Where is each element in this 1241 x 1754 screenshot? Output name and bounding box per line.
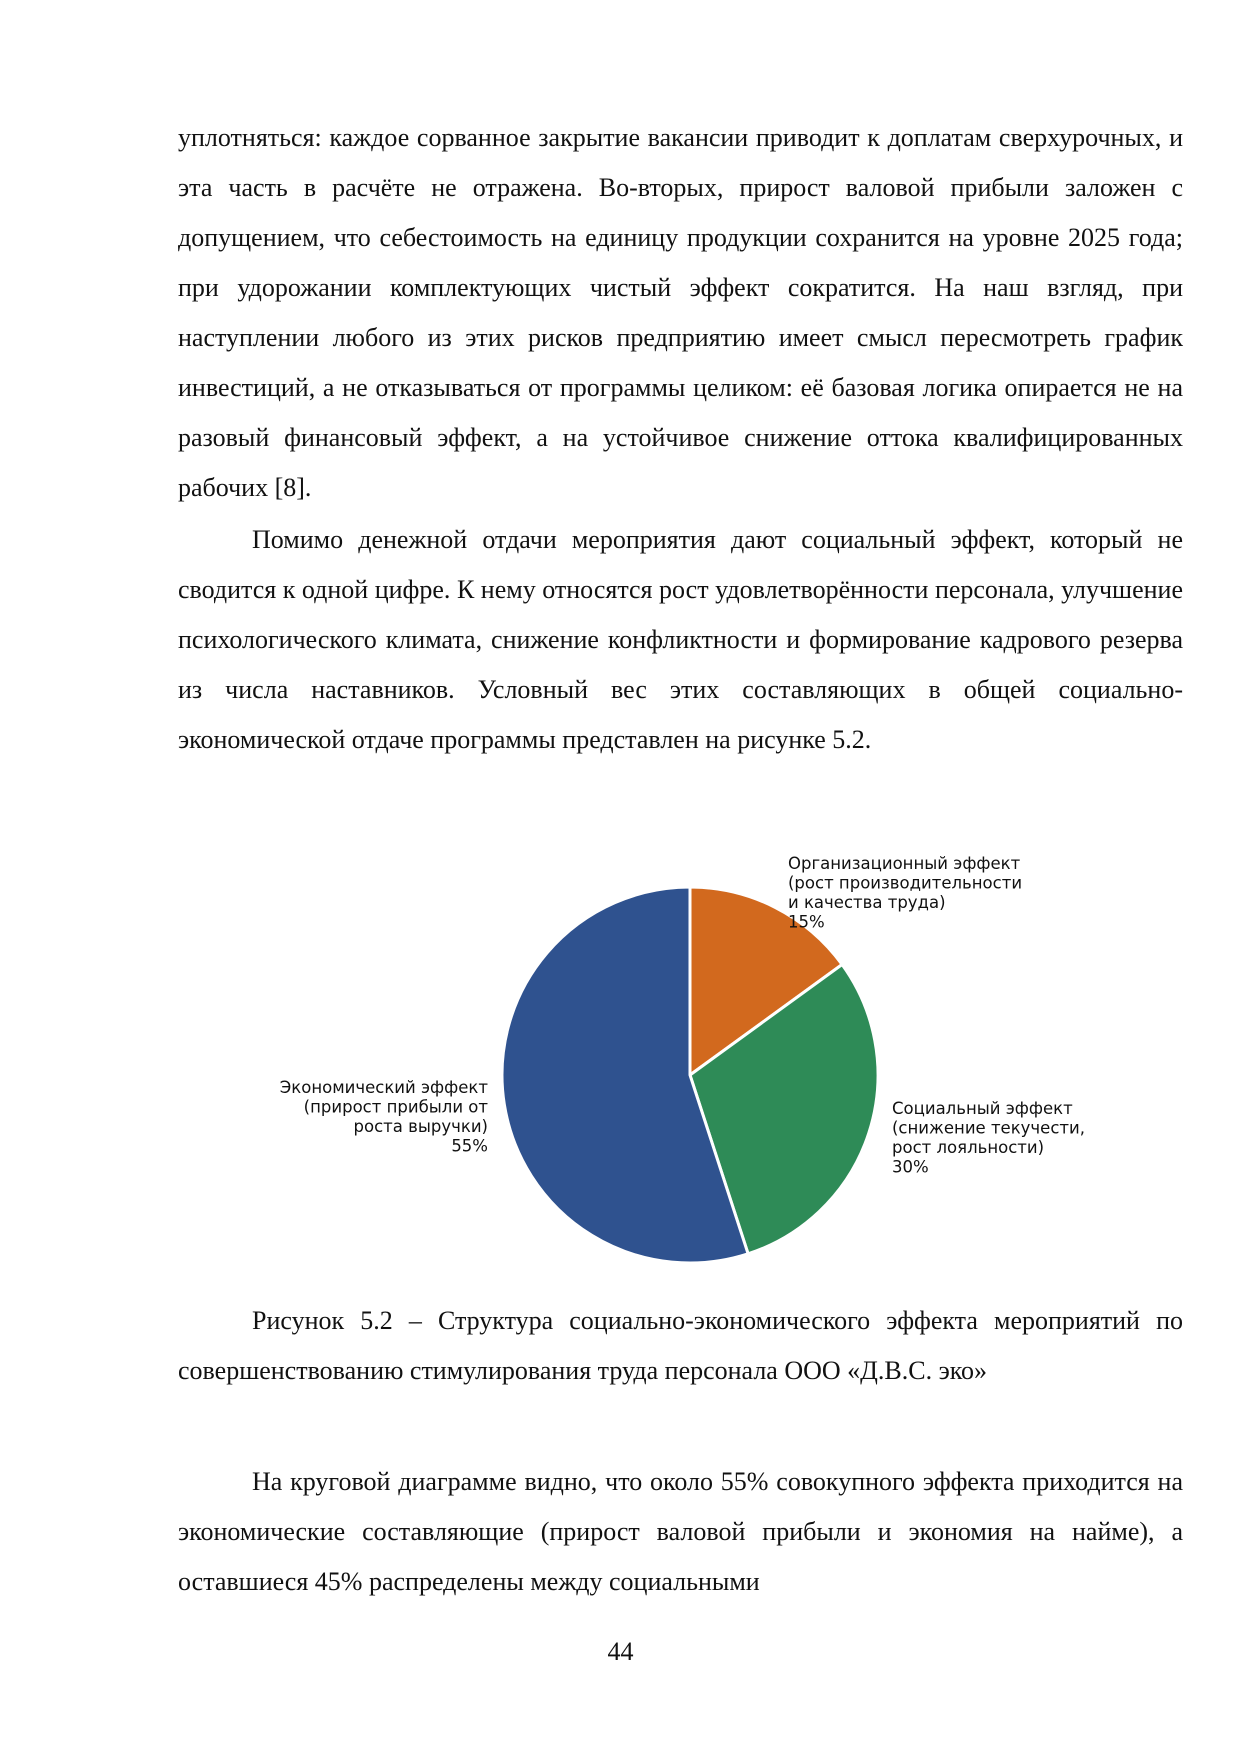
- slice-label-line: (прирост прибыли от: [303, 1097, 488, 1117]
- slice-label: [892, 1099, 1085, 1177]
- body-paragraph: уплотняться: каждое сорванное закрытие вакансии приводит к доплатам сверхурочных, и эта часть в расчёте не отражена. Во-вторых, прирост валовой прибыли заложен с допущением, что себестоимость на единицу продукции сохранится на уровне 2025 года; при удорожании комплектующих чистый эффект сократится. На наш взгляд, при наступлении любого из этих рисков предприятию имеет смысл пересмотреть график инвестиций, а не отказываться от программы целиком: её базовая логика опирается не на разовый финансовый эффект, а на устойчивое снижение оттока квалифицированных рабочих [8].: [178, 123, 1183, 502]
- pie-chart: [230, 835, 1130, 1275]
- body-paragraph: Помимо денежной отдачи мероприятия дают социальный эффект, который не сводится к одной цифре. К нему относятся рост удовлетворённости персонала, улучшение психологического климата, снижение конфликтности и формирование кадрового резерва из числа наставников. Условный вес этих составляющих в общей социально-экономической отдаче программы представлен на рисунке 5.2.: [178, 525, 1183, 754]
- figure-caption: Рисунок 5.2 – Структура социально-экономического эффекта мероприятий по совершенствованию стимулирования труда персонала ООО «Д.В.С. эко»: [178, 1306, 1183, 1385]
- slice-label-line: (рост производительности: [788, 873, 1023, 893]
- slice-label-line: Социальный эффект: [892, 1099, 1073, 1118]
- slice-label: [788, 854, 1022, 932]
- slice-label-line: Организационный эффект: [788, 854, 1021, 873]
- slice-label-line: 30%: [892, 1157, 929, 1177]
- slice-label: [280, 1078, 489, 1156]
- slice-label-line: роста выручки): [353, 1117, 488, 1136]
- slice-label-line: (снижение текучести,: [892, 1118, 1085, 1138]
- slice-label-line: и качества труда): [788, 893, 946, 912]
- slice-label-line: 55%: [451, 1136, 488, 1156]
- slice-label-line: 15%: [788, 912, 825, 932]
- slice-label-line: рост лояльности): [892, 1138, 1045, 1157]
- page-number: 44: [607, 1637, 634, 1666]
- slice-label-line: Экономический эффект: [279, 1078, 488, 1097]
- body-paragraph: На круговой диаграмме видно, что около 55% совокупного эффекта приходится на экономические составляющие (прирост валовой прибыли и экономия на найме), а оставшиеся 45% распределены между социальными: [178, 1467, 1183, 1596]
